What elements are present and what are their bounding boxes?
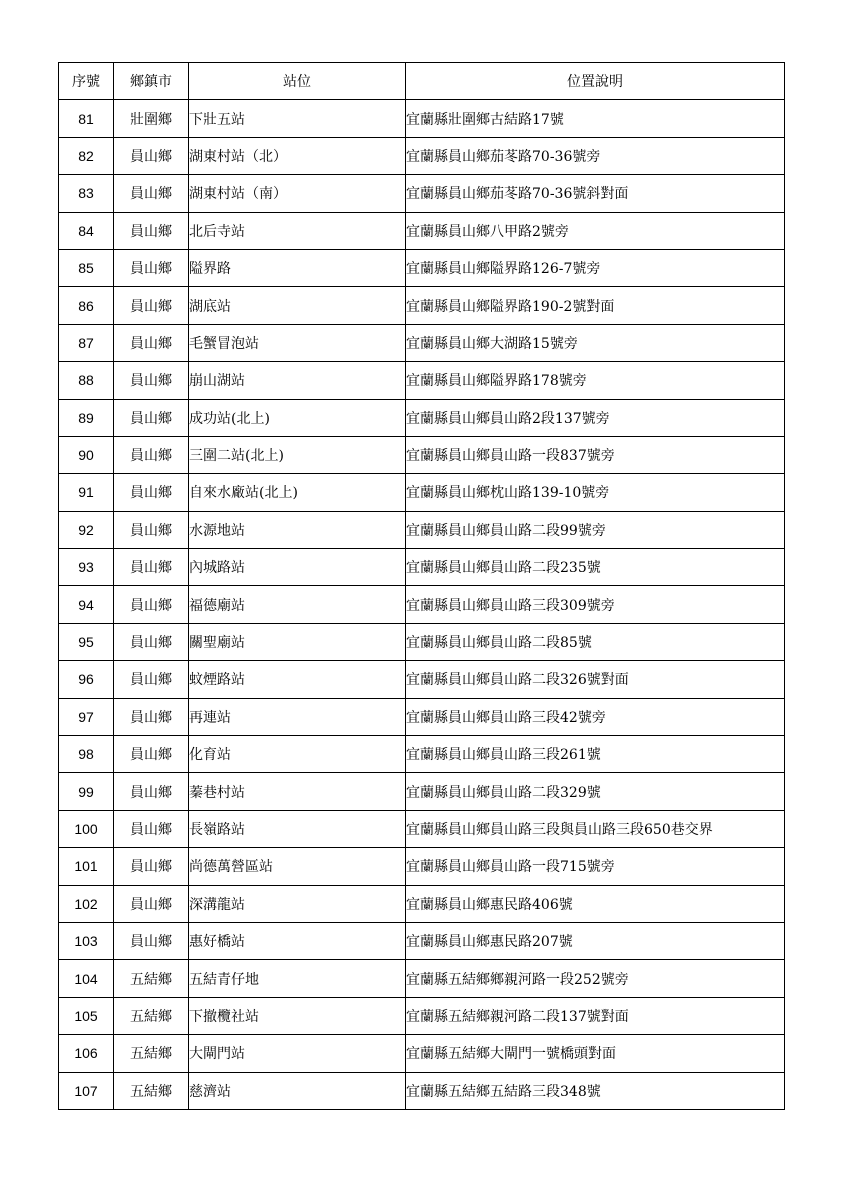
row-stop-name: 北后寺站 (189, 212, 406, 249)
row-town: 員山鄉 (114, 661, 189, 698)
table-row (59, 773, 785, 810)
row-location: 宜蘭縣員山鄉茄苳路70-36號旁 (406, 137, 785, 174)
row-town: 五結鄉 (114, 960, 189, 997)
header-no: 序號 (59, 63, 114, 100)
row-location: 宜蘭縣員山鄉大湖路15號旁 (406, 324, 785, 361)
table-row (59, 960, 785, 997)
row-stop-name: 自來水廠站(北上) (189, 474, 406, 511)
row-town: 員山鄉 (114, 736, 189, 773)
row-location: 宜蘭縣員山鄉八甲路2號旁 (406, 212, 785, 249)
row-stop-name: 蓁巷村站 (189, 773, 406, 810)
row-location: 宜蘭縣壯圍鄉古結路17號 (406, 100, 785, 137)
row-number: 98 (59, 736, 114, 773)
row-number: 83 (59, 175, 114, 212)
table-row (59, 549, 785, 586)
row-town: 員山鄉 (114, 137, 189, 174)
table-row (59, 810, 785, 847)
row-stop-name: 內城路站 (189, 549, 406, 586)
row-location: 宜蘭縣員山鄉員山路三段與員山路三段650巷交界 (406, 810, 785, 847)
row-number: 93 (59, 549, 114, 586)
row-number: 88 (59, 362, 114, 399)
header-stop: 站位 (189, 63, 406, 100)
row-location: 宜蘭縣員山鄉隘界路178號旁 (406, 362, 785, 399)
row-location: 宜蘭縣五結鄉親河路二段137號對面 (406, 997, 785, 1034)
row-number: 99 (59, 773, 114, 810)
row-location: 宜蘭縣員山鄉惠民路207號 (406, 922, 785, 959)
row-location: 宜蘭縣員山鄉員山路三段42號旁 (406, 698, 785, 735)
row-stop-name: 關聖廟站 (189, 623, 406, 660)
row-number: 94 (59, 586, 114, 623)
row-stop-name: 惠好橋站 (189, 922, 406, 959)
row-town: 壯圍鄉 (114, 100, 189, 137)
row-location: 宜蘭縣員山鄉員山路二段326號對面 (406, 661, 785, 698)
row-location: 宜蘭縣員山鄉員山路三段261號 (406, 736, 785, 773)
table-row (59, 287, 785, 324)
row-stop-name: 福德廟站 (189, 586, 406, 623)
table-row (59, 848, 785, 885)
row-town: 員山鄉 (114, 922, 189, 959)
row-stop-name: 隘界路 (189, 249, 406, 286)
table-header-row (59, 63, 785, 100)
row-stop-name: 湖東村站（北） (189, 137, 406, 174)
row-stop-name: 下壯五站 (189, 100, 406, 137)
row-number: 90 (59, 436, 114, 473)
row-stop-name: 尚德萬營區站 (189, 848, 406, 885)
row-stop-name: 毛蟹冒泡站 (189, 324, 406, 361)
row-number: 95 (59, 623, 114, 660)
row-location: 宜蘭縣五結鄉鄉親河路一段252號旁 (406, 960, 785, 997)
table-row (59, 511, 785, 548)
row-location: 宜蘭縣員山鄉員山路二段99號旁 (406, 511, 785, 548)
row-stop-name: 五結青仔地 (189, 960, 406, 997)
row-number: 102 (59, 885, 114, 922)
row-town: 五結鄉 (114, 1035, 189, 1072)
row-town: 員山鄉 (114, 623, 189, 660)
row-location: 宜蘭縣員山鄉隘界路126-7號旁 (406, 249, 785, 286)
row-town: 員山鄉 (114, 212, 189, 249)
table-row (59, 175, 785, 212)
row-number: 84 (59, 212, 114, 249)
table-row (59, 1072, 785, 1109)
row-stop-name: 再連站 (189, 698, 406, 735)
table-row (59, 922, 785, 959)
row-town: 員山鄉 (114, 324, 189, 361)
row-location: 宜蘭縣員山鄉員山路二段329號 (406, 773, 785, 810)
row-number: 104 (59, 960, 114, 997)
row-location: 宜蘭縣員山鄉枕山路139-10號旁 (406, 474, 785, 511)
row-stop-name: 湖底站 (189, 287, 406, 324)
table-row (59, 736, 785, 773)
row-stop-name: 崩山湖站 (189, 362, 406, 399)
bus-stop-table (58, 62, 785, 1110)
row-location: 宜蘭縣員山鄉員山路一段715號旁 (406, 848, 785, 885)
row-location: 宜蘭縣員山鄉茄苳路70-36號斜對面 (406, 175, 785, 212)
row-town: 員山鄉 (114, 249, 189, 286)
row-location: 宜蘭縣員山鄉員山路二段85號 (406, 623, 785, 660)
row-town: 員山鄉 (114, 511, 189, 548)
row-number: 96 (59, 661, 114, 698)
row-location: 宜蘭縣員山鄉員山路二段235號 (406, 549, 785, 586)
row-number: 85 (59, 249, 114, 286)
table-row (59, 997, 785, 1034)
row-location: 宜蘭縣員山鄉員山路2段137號旁 (406, 399, 785, 436)
row-town: 員山鄉 (114, 773, 189, 810)
table-row (59, 698, 785, 735)
header-town: 鄉鎮市 (114, 63, 189, 100)
row-town: 員山鄉 (114, 549, 189, 586)
row-number: 101 (59, 848, 114, 885)
row-town: 員山鄉 (114, 698, 189, 735)
row-number: 89 (59, 399, 114, 436)
row-stop-name: 水源地站 (189, 511, 406, 548)
row-town: 五結鄉 (114, 997, 189, 1034)
row-town: 五結鄉 (114, 1072, 189, 1109)
table-row (59, 661, 785, 698)
row-stop-name: 湖東村站（南） (189, 175, 406, 212)
table-row (59, 474, 785, 511)
row-stop-name: 三圍二站(北上) (189, 436, 406, 473)
row-town: 員山鄉 (114, 848, 189, 885)
table-row (59, 212, 785, 249)
row-stop-name: 化育站 (189, 736, 406, 773)
table-row (59, 100, 785, 137)
row-number: 92 (59, 511, 114, 548)
row-town: 員山鄉 (114, 436, 189, 473)
table-row (59, 885, 785, 922)
row-number: 97 (59, 698, 114, 735)
row-number: 81 (59, 100, 114, 137)
row-stop-name: 大閘門站 (189, 1035, 406, 1072)
row-town: 員山鄉 (114, 810, 189, 847)
row-location: 宜蘭縣員山鄉員山路一段837號旁 (406, 436, 785, 473)
row-number: 82 (59, 137, 114, 174)
row-stop-name: 長嶺路站 (189, 810, 406, 847)
row-town: 員山鄉 (114, 474, 189, 511)
row-town: 員山鄉 (114, 287, 189, 324)
row-number: 105 (59, 997, 114, 1034)
row-location: 宜蘭縣員山鄉隘界路190-2號對面 (406, 287, 785, 324)
row-location: 宜蘭縣員山鄉員山路三段309號旁 (406, 586, 785, 623)
row-number: 103 (59, 922, 114, 959)
row-town: 員山鄉 (114, 885, 189, 922)
row-stop-name: 慈濟站 (189, 1072, 406, 1109)
row-town: 員山鄉 (114, 399, 189, 436)
row-location: 宜蘭縣五結鄉大閘門一號橋頭對面 (406, 1035, 785, 1072)
row-location: 宜蘭縣員山鄉惠民路406號 (406, 885, 785, 922)
table-row (59, 436, 785, 473)
table-row (59, 249, 785, 286)
table-row (59, 399, 785, 436)
row-number: 91 (59, 474, 114, 511)
table-row (59, 324, 785, 361)
row-stop-name: 成功站(北上) (189, 399, 406, 436)
header-location: 位置說明 (406, 63, 785, 100)
row-stop-name: 深溝龍站 (189, 885, 406, 922)
row-number: 87 (59, 324, 114, 361)
table-row (59, 137, 785, 174)
row-number: 86 (59, 287, 114, 324)
row-number: 107 (59, 1072, 114, 1109)
row-stop-name: 蚊煙路站 (189, 661, 406, 698)
table-row (59, 1035, 785, 1072)
table-row (59, 623, 785, 660)
row-stop-name: 下撤欖社站 (189, 997, 406, 1034)
row-number: 100 (59, 810, 114, 847)
row-town: 員山鄉 (114, 586, 189, 623)
table-body (59, 100, 785, 1110)
row-number: 106 (59, 1035, 114, 1072)
row-town: 員山鄉 (114, 175, 189, 212)
row-town: 員山鄉 (114, 362, 189, 399)
table-row (59, 586, 785, 623)
row-location: 宜蘭縣五結鄉五結路三段348號 (406, 1072, 785, 1109)
table-row (59, 362, 785, 399)
